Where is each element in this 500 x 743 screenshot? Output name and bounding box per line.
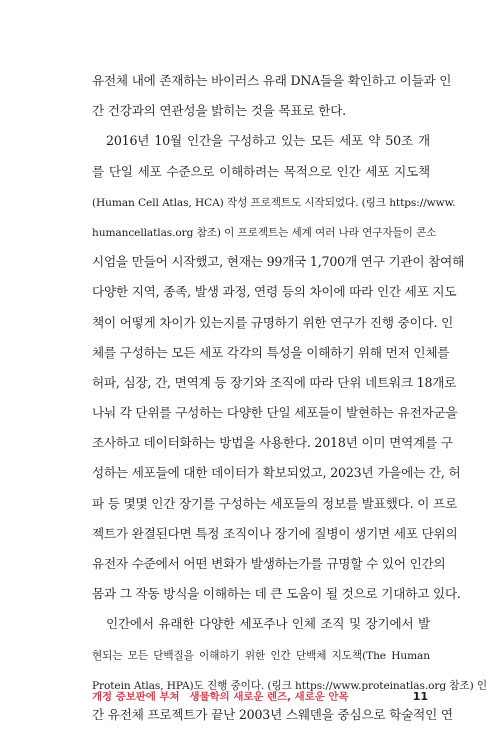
text-line: 젝트가 완결된다면 특정 조직이나 장기에 질병이 생기면 세포 단위의 [92, 525, 458, 541]
text-line: 를 단일 세포 수준으로 이해하려는 목적으로 인간 세포 지도책 [92, 163, 430, 179]
page-footer [92, 688, 430, 706]
text-line: 성하는 세포들에 대한 데이터가 확보되었고, 2023년 가을에는 간, 허 [92, 465, 461, 481]
body-text [92, 66, 487, 730]
text-line-part: (Human Cell Atlas, HCA) 작성 프로젝트도 시작되었다. (링크 https://www. [92, 196, 456, 209]
book-title: 생물학의 새로운 렌즈, 새로운 안목 [189, 691, 349, 703]
text-line: 나눠 각 단위를 구성하는 다양한 단일 세포들이 발현하는 유전자군을 [92, 405, 458, 421]
text-line: 조사하고 데이터화하는 방법을 사용한다. 2018년 이미 면역계를 구 [92, 435, 453, 451]
text-line-part: Protein Atlas, HPA)도 진행 중이다. (링크 https://www.proteinatlas.org 참조) 인 [92, 679, 487, 692]
text-line: 간 유전체 프로젝트가 끝난 2003년 스웨덴을 중심으로 학술적인 연 [92, 706, 453, 722]
running-footer [92, 688, 349, 706]
text-line [92, 217, 437, 247]
text-line: 책이 어떻게 차이가 있는지를 규명하기 위한 연구가 진행 중이다. 인 [92, 314, 454, 330]
text-line-part: 현되는 모든 단백질을 이해하기 위한 인간 단백체 지도책(The Human [92, 649, 430, 662]
text-line: 체를 구성하는 모든 세포 각각의 특성을 이해하기 위해 먼저 인체를 [92, 344, 450, 360]
text-line-part: humancellatlas.org 참조) 이 프로젝트는 세계 여러 나라 연구자들이 콘소 [92, 226, 437, 239]
text-line: 인간에서 유래한 다양한 세포주나 인체 조직 및 장기에서 발 [106, 616, 430, 632]
text-line: 몸과 그 작동 방식을 이해하는 데 큰 도움이 될 것으로 기대하고 있다. [92, 586, 461, 602]
text-line: 유전자 수준에서 어떤 변화가 발생하는가를 규명할 수 있어 인간의 [92, 556, 446, 571]
text-line: 파 등 몇몇 인간 장기를 구성하는 세포들의 정보를 발표했다. 이 프로 [92, 495, 457, 511]
text-line: 허파, 심장, 간, 면역계 등 장기와 조직에 따라 단위 네트워크 18개로 [92, 374, 457, 390]
text-line: 시엄을 만들어 시작했고, 현재는 99개국 1,700개 연구 기관이 참여해 [92, 254, 465, 270]
page-number: 11 [412, 690, 428, 703]
text-line: 유전체 내에 존재하는 바이러스 유래 DNA들을 확인하고 이들과 인 [92, 73, 452, 88]
text-line: 다양한 지역, 종족, 발생 과정, 연령 등의 차이에 따라 인간 세포 지도 [92, 284, 457, 300]
text-line [92, 187, 456, 217]
edition-label: 개정 증보판에 부쳐 [92, 691, 180, 703]
text-line: 간 건강과의 연관성을 밝히는 것을 목표로 한다. [92, 103, 346, 119]
text-line: 2016년 10월 인간을 구성하고 있는 모든 세포 약 50조 개 [106, 133, 430, 149]
text-line [92, 640, 430, 670]
